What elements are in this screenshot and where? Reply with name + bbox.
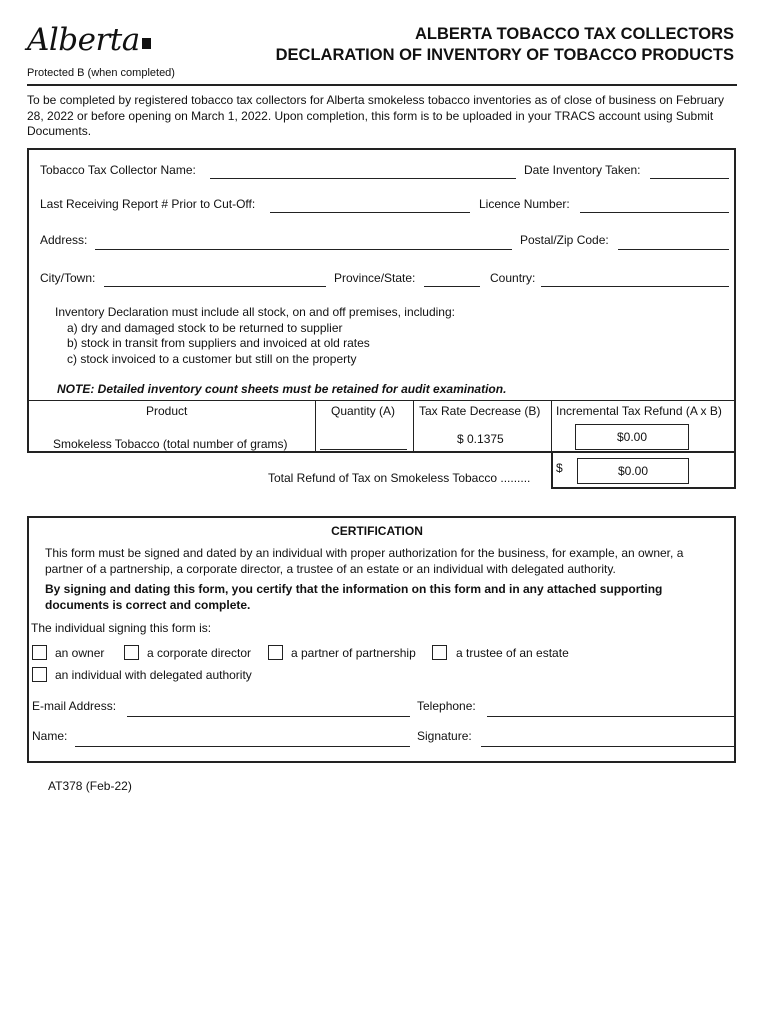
inventory-intro: Inventory Declaration must include all stock, on and off premises, including:: [55, 305, 455, 319]
trustee-checkbox[interactable]: [432, 645, 447, 660]
certification-text: This form must be signed and dated by an individual with proper authorization for the business, for example, an owner, a partner of a partnership, a corporate director, a trustee of an estate or an individual with delegated authority.: [45, 546, 684, 576]
corporate-director-checkbox[interactable]: [124, 645, 139, 660]
form-title-line2: DECLARATION OF INVENTORY OF TOBACCO PRODUCTS: [275, 46, 734, 64]
inventory-item: c) stock invoiced to a customer but still on the property: [67, 352, 357, 366]
audit-note: NOTE: Detailed inventory count sheets must be retained for audit examination.: [57, 382, 507, 396]
table-divider: [413, 400, 414, 452]
address-field[interactable]: [95, 249, 512, 250]
partner-option-label: a partner of partnership: [291, 646, 416, 660]
last-receiving-label: Last Receiving Report # Prior to Cut-Off:: [40, 197, 256, 211]
province-label: Province/State:: [334, 271, 416, 285]
email-field[interactable]: [127, 716, 410, 717]
inventory-item: a) dry and damaged stock to be returned to supplier: [67, 321, 343, 335]
partner-checkbox[interactable]: [268, 645, 283, 660]
header-divider: [27, 84, 737, 86]
signer-label: The individual signing this form is:: [31, 621, 212, 635]
total-refund-value: $0.00: [577, 458, 689, 484]
protected-label: Protected B (when completed): [27, 67, 175, 79]
intro-text: To be completed by registered tobacco tax collectors for Alberta smokeless tobacco inventories as of close of business on February 28, 2022 or before opening on March 1, 2022. Upon completion, this form is to be uploaded in your TRACS account using Submit Documents.: [27, 93, 725, 138]
col-header-quantity: Quantity (A): [331, 404, 396, 418]
date-inventory-field[interactable]: [650, 178, 729, 179]
delegated-authority-option-label: an individual with delegated authority: [55, 668, 252, 682]
certification-bold-text: By signing and dating this form, you certify that the information on this form and in any attached supporting documents is correct and complete.: [45, 582, 663, 612]
telephone-field[interactable]: [487, 716, 734, 717]
total-currency: $: [556, 461, 563, 475]
trustee-option-label: a trustee of an estate: [456, 646, 569, 660]
telephone-label: Telephone:: [417, 699, 476, 713]
form-id: AT378 (Feb-22): [48, 779, 132, 793]
province-field[interactable]: [424, 286, 480, 287]
city-label: City/Town:: [40, 271, 96, 285]
col-header-product: Product: [146, 404, 188, 418]
owner-option-label: an owner: [55, 646, 105, 660]
owner-checkbox[interactable]: [32, 645, 47, 660]
delegated-authority-checkbox[interactable]: [32, 667, 47, 682]
postal-code-label: Postal/Zip Code:: [520, 233, 609, 247]
refund-value: $0.00: [575, 424, 689, 450]
table-top-rule: [27, 400, 736, 401]
licence-number-label: Licence Number:: [479, 197, 570, 211]
date-inventory-label: Date Inventory Taken:: [524, 163, 641, 177]
licence-number-field[interactable]: [580, 212, 729, 213]
country-label: Country:: [490, 271, 536, 285]
address-label: Address:: [40, 233, 88, 247]
form-title-line1: ALBERTA TOBACCO TAX COLLECTORS: [415, 25, 734, 43]
table-divider: [551, 400, 552, 452]
certification-title: CERTIFICATION: [331, 524, 423, 538]
collector-name-label: Tobacco Tax Collector Name:: [40, 163, 196, 177]
signature-label: Signature:: [417, 729, 472, 743]
alberta-logo: Alberta: [27, 22, 151, 58]
name-field[interactable]: [75, 746, 410, 747]
city-field[interactable]: [104, 286, 326, 287]
email-label: E-mail Address:: [32, 699, 117, 713]
table-divider: [315, 400, 316, 452]
total-refund-label: Total Refund of Tax on Smokeless Tobacco .........: [268, 471, 531, 485]
country-field[interactable]: [541, 286, 729, 287]
collector-name-field[interactable]: [210, 178, 516, 179]
name-label: Name:: [32, 729, 68, 743]
corporate-director-option-label: a corporate director: [147, 646, 252, 660]
rate-cell: $ 0.1375: [457, 432, 504, 446]
last-receiving-field[interactable]: [270, 212, 470, 213]
product-cell: Smokeless Tobacco (total number of grams): [53, 437, 288, 451]
col-header-rate: Tax Rate Decrease (B): [419, 404, 541, 418]
col-header-refund: Incremental Tax Refund (A x B): [556, 404, 722, 418]
quantity-input[interactable]: [320, 449, 407, 450]
postal-code-field[interactable]: [618, 249, 729, 250]
inventory-item: b) stock in transit from suppliers and invoiced at old rates: [67, 336, 370, 350]
signature-field[interactable]: [481, 746, 734, 747]
